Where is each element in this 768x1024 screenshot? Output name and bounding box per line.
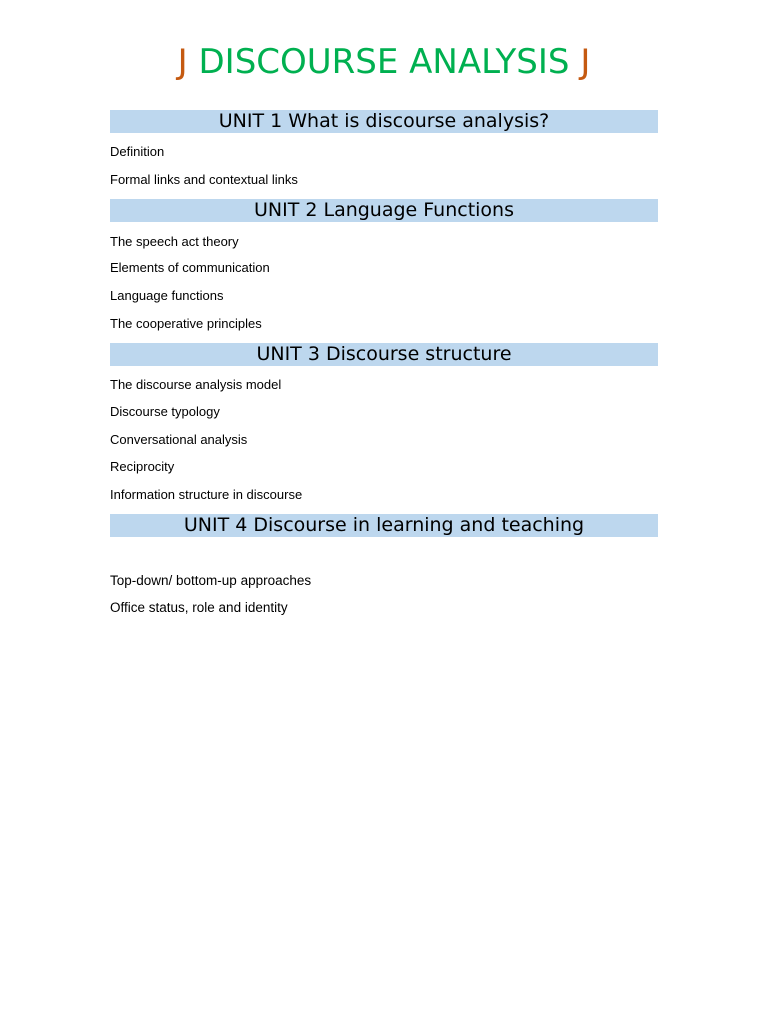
unit-3-topic-reciprocity: Reciprocity <box>110 459 175 474</box>
unit-2-topic-language-functions: Language functions <box>110 288 224 303</box>
unit-1-topic-formal-links: Formal links and contextual links <box>110 172 298 187</box>
title-text: DISCOURSE ANALYSIS <box>198 42 570 82</box>
title-left-mark: J <box>177 42 188 82</box>
title-right-mark: J <box>580 42 591 82</box>
unit-3-heading: UNIT 3 Discourse structure <box>110 343 658 366</box>
unit-3-topic-information-structure: Information structure in discourse <box>110 487 303 502</box>
unit-2-topic-speech-act: The speech act theory <box>110 234 239 249</box>
unit-3-topic-typology: Discourse typology <box>110 404 220 419</box>
unit-1-heading: UNIT 1 What is discourse analysis? <box>110 110 658 133</box>
unit-4-topic-office-status: Office status, role and identity <box>110 600 288 615</box>
unit-4-topic-approaches: Top-down/ bottom-up approaches <box>110 573 312 588</box>
unit-1-topic-definition: Definition <box>110 144 165 159</box>
unit-4-heading: UNIT 4 Discourse in learning and teaching <box>110 514 658 537</box>
unit-2-heading: UNIT 2 Language Functions <box>110 199 658 222</box>
unit-2-topic-elements: Elements of communication <box>110 260 270 275</box>
unit-3-topic-model: The discourse analysis model <box>110 377 282 392</box>
unit-3-topic-conversational: Conversational analysis <box>110 432 248 447</box>
unit-2-topic-cooperative: The cooperative principles <box>110 316 262 331</box>
document-title <box>0 40 768 84</box>
